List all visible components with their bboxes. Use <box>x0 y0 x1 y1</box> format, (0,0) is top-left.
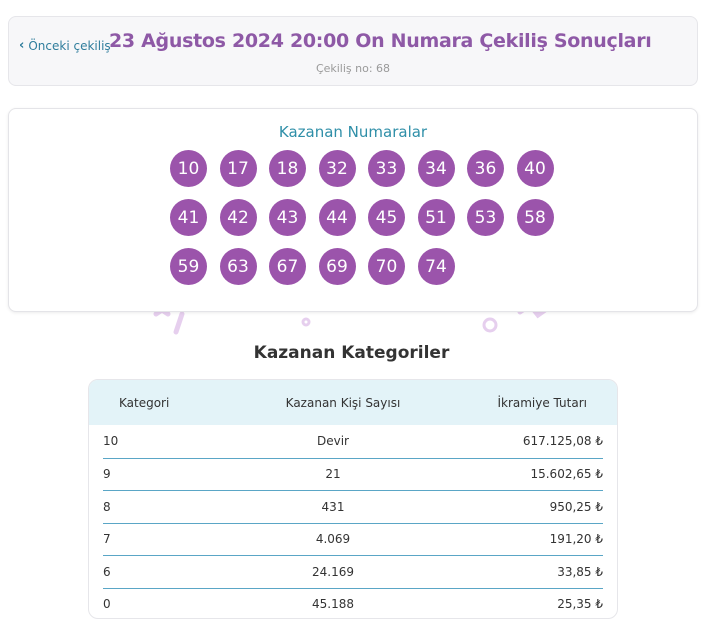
chevron-left-icon: ‹ <box>19 38 25 53</box>
cell-winners: 24.169 <box>312 564 354 579</box>
draw-number: Çekiliş no: 68 <box>315 62 391 75</box>
categories-title: Kazanan Kategoriler <box>253 343 450 363</box>
table-header <box>89 380 617 425</box>
winning-numbers-card <box>8 108 698 312</box>
number-balls <box>170 150 570 285</box>
cell-prize: 33,85 ₺ <box>557 564 603 579</box>
cell-category: 10 <box>103 434 119 449</box>
column-header-winners: Kazanan Kişi Sayısı <box>285 395 401 410</box>
cell-winners: 431 <box>321 499 345 514</box>
number-ball: 18 <box>269 150 306 187</box>
cell-winners: 4.069 <box>315 532 351 547</box>
number-ball: 51 <box>418 199 455 236</box>
cell-category: 8 <box>103 499 111 514</box>
categories-table <box>88 379 618 619</box>
cell-category: 6 <box>103 564 111 579</box>
table-row <box>103 490 603 523</box>
cell-prize: 617.125,08 ₺ <box>522 434 603 449</box>
number-ball: 40 <box>517 150 554 187</box>
cell-prize: 15.602,65 ₺ <box>530 467 603 482</box>
cell-prize: 25,35 ₺ <box>557 597 603 612</box>
cell-category: 9 <box>103 467 111 482</box>
column-header-category: Kategori <box>119 395 170 410</box>
number-ball: 63 <box>220 248 257 285</box>
number-ball: 32 <box>319 150 356 187</box>
number-ball: 74 <box>418 248 455 285</box>
number-ball: 70 <box>368 248 405 285</box>
previous-draw-link[interactable] <box>19 38 111 53</box>
number-ball: 43 <box>269 199 306 236</box>
cell-winners: 21 <box>325 467 341 482</box>
cell-winners: 45.188 <box>312 597 354 612</box>
number-ball: 67 <box>269 248 306 285</box>
cell-winners: Devir <box>317 434 349 449</box>
number-ball: 42 <box>220 199 257 236</box>
cell-prize: 191,20 ₺ <box>549 532 603 547</box>
number-ball: 10 <box>170 150 207 187</box>
number-ball: 33 <box>368 150 405 187</box>
table-row <box>103 555 603 588</box>
cell-category: 7 <box>103 532 111 547</box>
table-row <box>103 425 603 458</box>
number-ball: 44 <box>319 199 356 236</box>
page-title: 23 Ağustos 2024 20:00 On Numara Çekiliş Sonuçları <box>109 30 652 52</box>
number-ball: 59 <box>170 248 207 285</box>
number-ball: 34 <box>418 150 455 187</box>
cell-category: 0 <box>103 597 111 612</box>
table-row <box>103 523 603 556</box>
number-ball: 41 <box>170 199 207 236</box>
number-ball: 17 <box>220 150 257 187</box>
cell-prize: 950,25 ₺ <box>549 499 603 514</box>
number-ball: 58 <box>517 199 554 236</box>
number-ball: 53 <box>467 199 504 236</box>
column-header-prize: İkramiye Tutarı <box>497 395 587 410</box>
number-ball: 69 <box>319 248 356 285</box>
header-card <box>8 16 698 86</box>
number-ball: 36 <box>467 150 504 187</box>
number-ball: 45 <box>368 199 405 236</box>
table-body <box>89 425 617 619</box>
previous-draw-label: Önceki çekiliş <box>28 38 111 53</box>
table-row <box>103 588 603 620</box>
table-row <box>103 458 603 491</box>
winning-numbers-title: Kazanan Numaralar <box>278 123 428 141</box>
